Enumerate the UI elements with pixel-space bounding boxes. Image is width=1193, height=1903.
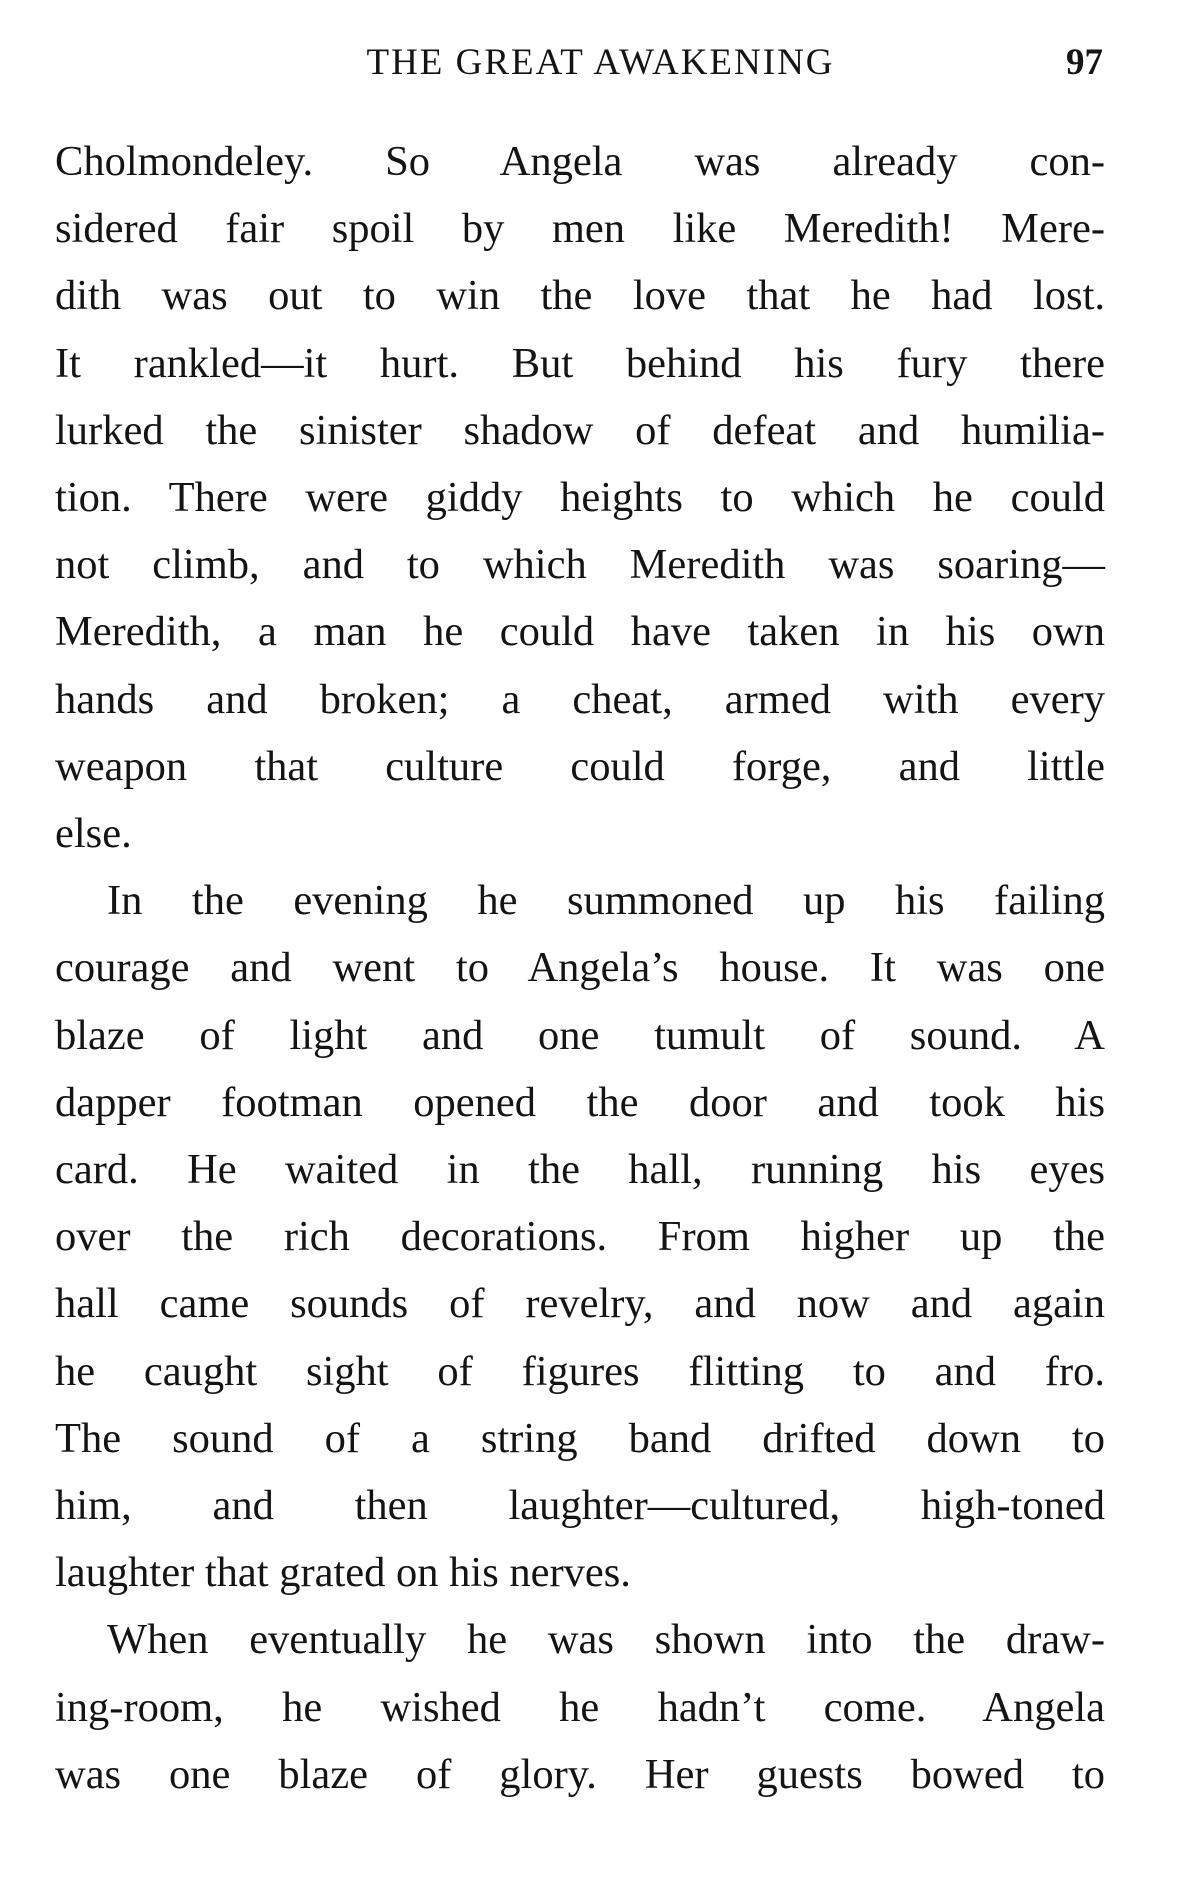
text-line: weapon that culture could forge, and little bbox=[55, 742, 1105, 790]
text-line: blaze of light and one tumult of sound. A bbox=[55, 1011, 1105, 1059]
text-line: hall came sounds of revelry, and now and again bbox=[55, 1280, 1105, 1328]
text-line: was one blaze of glory. Her guests bowed to bbox=[55, 1750, 1105, 1798]
page-number: 97 bbox=[1066, 42, 1103, 83]
text-line: It rankled—it hurt. But behind his fury there bbox=[55, 339, 1105, 387]
text-line: him, and then laughter—cultured, high-toned bbox=[55, 1482, 1105, 1530]
text-line: dith was out to win the love that he had lost. bbox=[55, 272, 1105, 320]
text-line: The sound of a string band drifted down to bbox=[55, 1414, 1105, 1462]
text-line: When eventually he was shown into the draw- bbox=[107, 1616, 1105, 1664]
text-line: ing-room, he wished he hadn’t come. Angela bbox=[55, 1683, 1105, 1731]
paragraph-1 bbox=[55, 128, 1105, 867]
running-head bbox=[58, 38, 1103, 88]
text-line: Meredith, a man he could have taken in his own bbox=[55, 608, 1105, 656]
text-line: card. He waited in the hall, running his eyes bbox=[55, 1146, 1105, 1194]
text-line: tion. There were giddy heights to which he could bbox=[55, 474, 1105, 522]
text-line: dapper footman opened the door and took his bbox=[55, 1078, 1105, 1126]
text-line: Cholmondeley. So Angela was already con- bbox=[55, 138, 1105, 185]
text-line: hands and broken; a cheat, armed with every bbox=[55, 675, 1105, 723]
text-line: else. bbox=[55, 810, 132, 858]
running-head-title: THE GREAT AWAKENING bbox=[366, 42, 835, 83]
text-line: not climb, and to which Meredith was soaring— bbox=[55, 541, 1105, 589]
text-line: laughter that grated on his nerves. bbox=[55, 1549, 631, 1597]
paragraph-2 bbox=[55, 867, 1105, 1606]
text-line: over the rich decorations. From higher up the bbox=[55, 1213, 1105, 1261]
paragraph-3 bbox=[55, 1606, 1105, 1808]
text-line: sidered fair spoil by men like Meredith! Mere- bbox=[55, 205, 1105, 253]
body-text bbox=[55, 128, 1105, 1808]
text-line: courage and went to Angela’s house. It was one bbox=[55, 944, 1105, 992]
text-line: In the evening he summoned up his failing bbox=[107, 877, 1105, 925]
text-line: he caught sight of figures flitting to and fro. bbox=[55, 1347, 1105, 1395]
text-line: lurked the sinister shadow of defeat and humilia- bbox=[55, 406, 1105, 454]
